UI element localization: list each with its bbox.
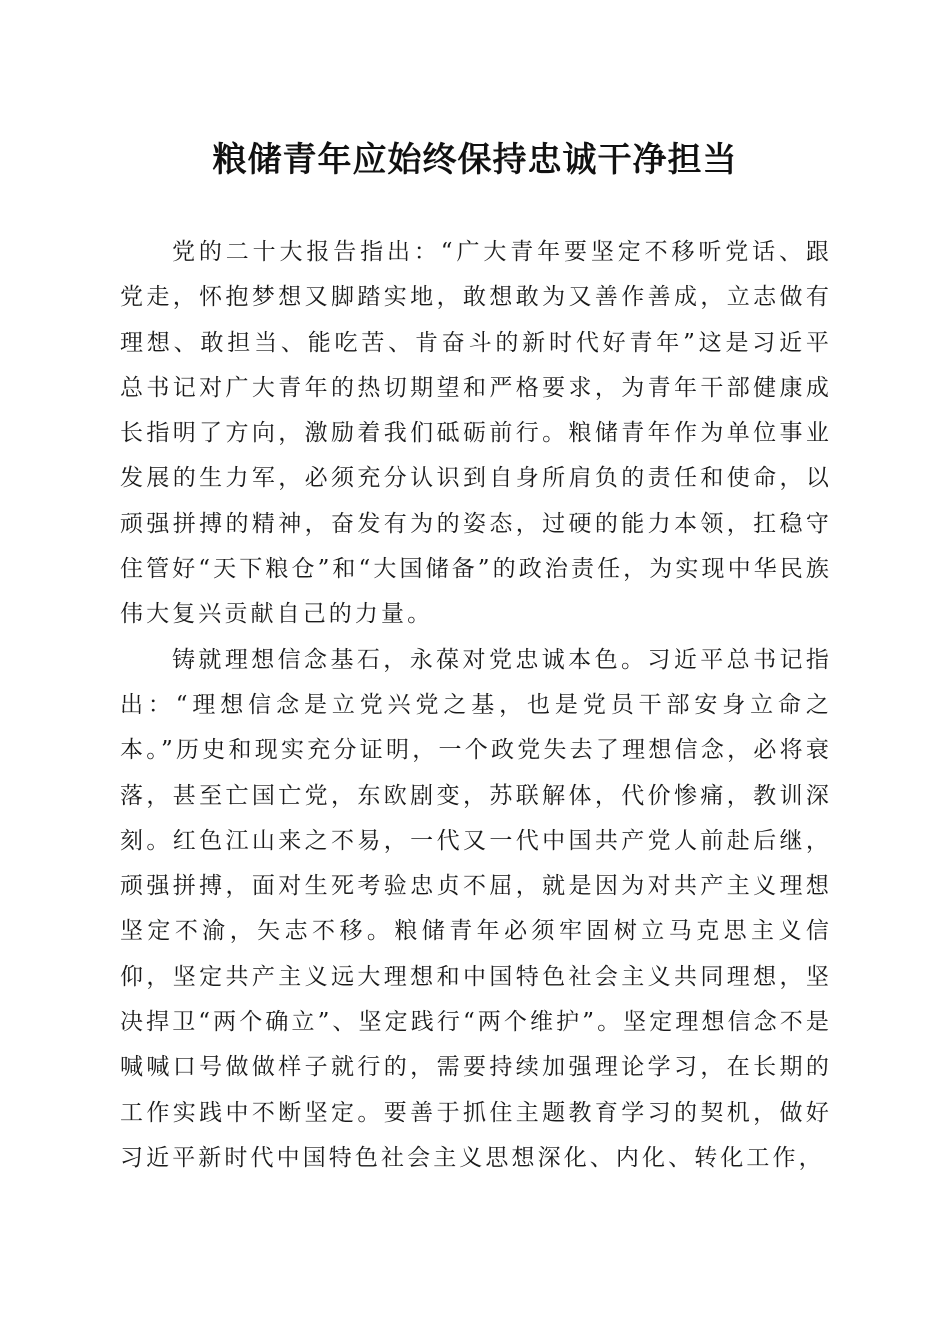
paragraph-2: 铸就理想信念基石，永葆对党忠诚本色。习近平总书记指出：“理想信念是立党兴党之基，也是党员干部安身立命之本。”历史和现实充分证明，一个政党失去了理想信念，必将衰落，甚至亡国亡党，东欧剧变，苏联解体，代价惨痛，教训深刻。红色江山来之不易，一代又一代中国共产党人前赴后继，顽强拼搏，面对生死考验忠贞不屈，就是因为对共产主义理想坚定不渝，矢志不移。粮储青年必须牢固树立马克思主义信仰，坚定共产主义远大理想和中国特色社会主义共同理想，坚决捍卫“两个确立”、坚定践行“两个维护”。坚定理想信念不是喊喊口号做做样子就行的，需要持续加强理论学习，在长期的工作实践中不断坚定。要善于抓住主题教育学习的契机，做好习近平新时代中国特色社会主义思想深化、内化、转化工作，: [120, 646, 832, 1171]
document-title: 粮储青年应始终保持忠诚干净担当: [212, 140, 738, 180]
paragraph-1: 党的二十大报告指出：“广大青年要坚定不移听党话、跟党走，怀抱梦想又脚踏实地，敢想敢为又善作善成，立志做有理想、敢担当、能吃苦、肯奋斗的新时代好青年”这是习近平总书记对广大青年的热切期望和严格要求，为青年干部健康成长指明了方向，激励着我们砥砺前行。粮储青年作为单位事业发展的生力军，必须充分认识到自身所肩负的责任和使命，以顽强拼搏的精神，奋发有为的姿态，过硬的能力本领，扛稳守住管好“天下粮仓”和“大国储备”的政治责任，为实现中华民族伟大复兴贡献自己的力量。: [120, 239, 832, 628]
document-body: [120, 230, 832, 1181]
